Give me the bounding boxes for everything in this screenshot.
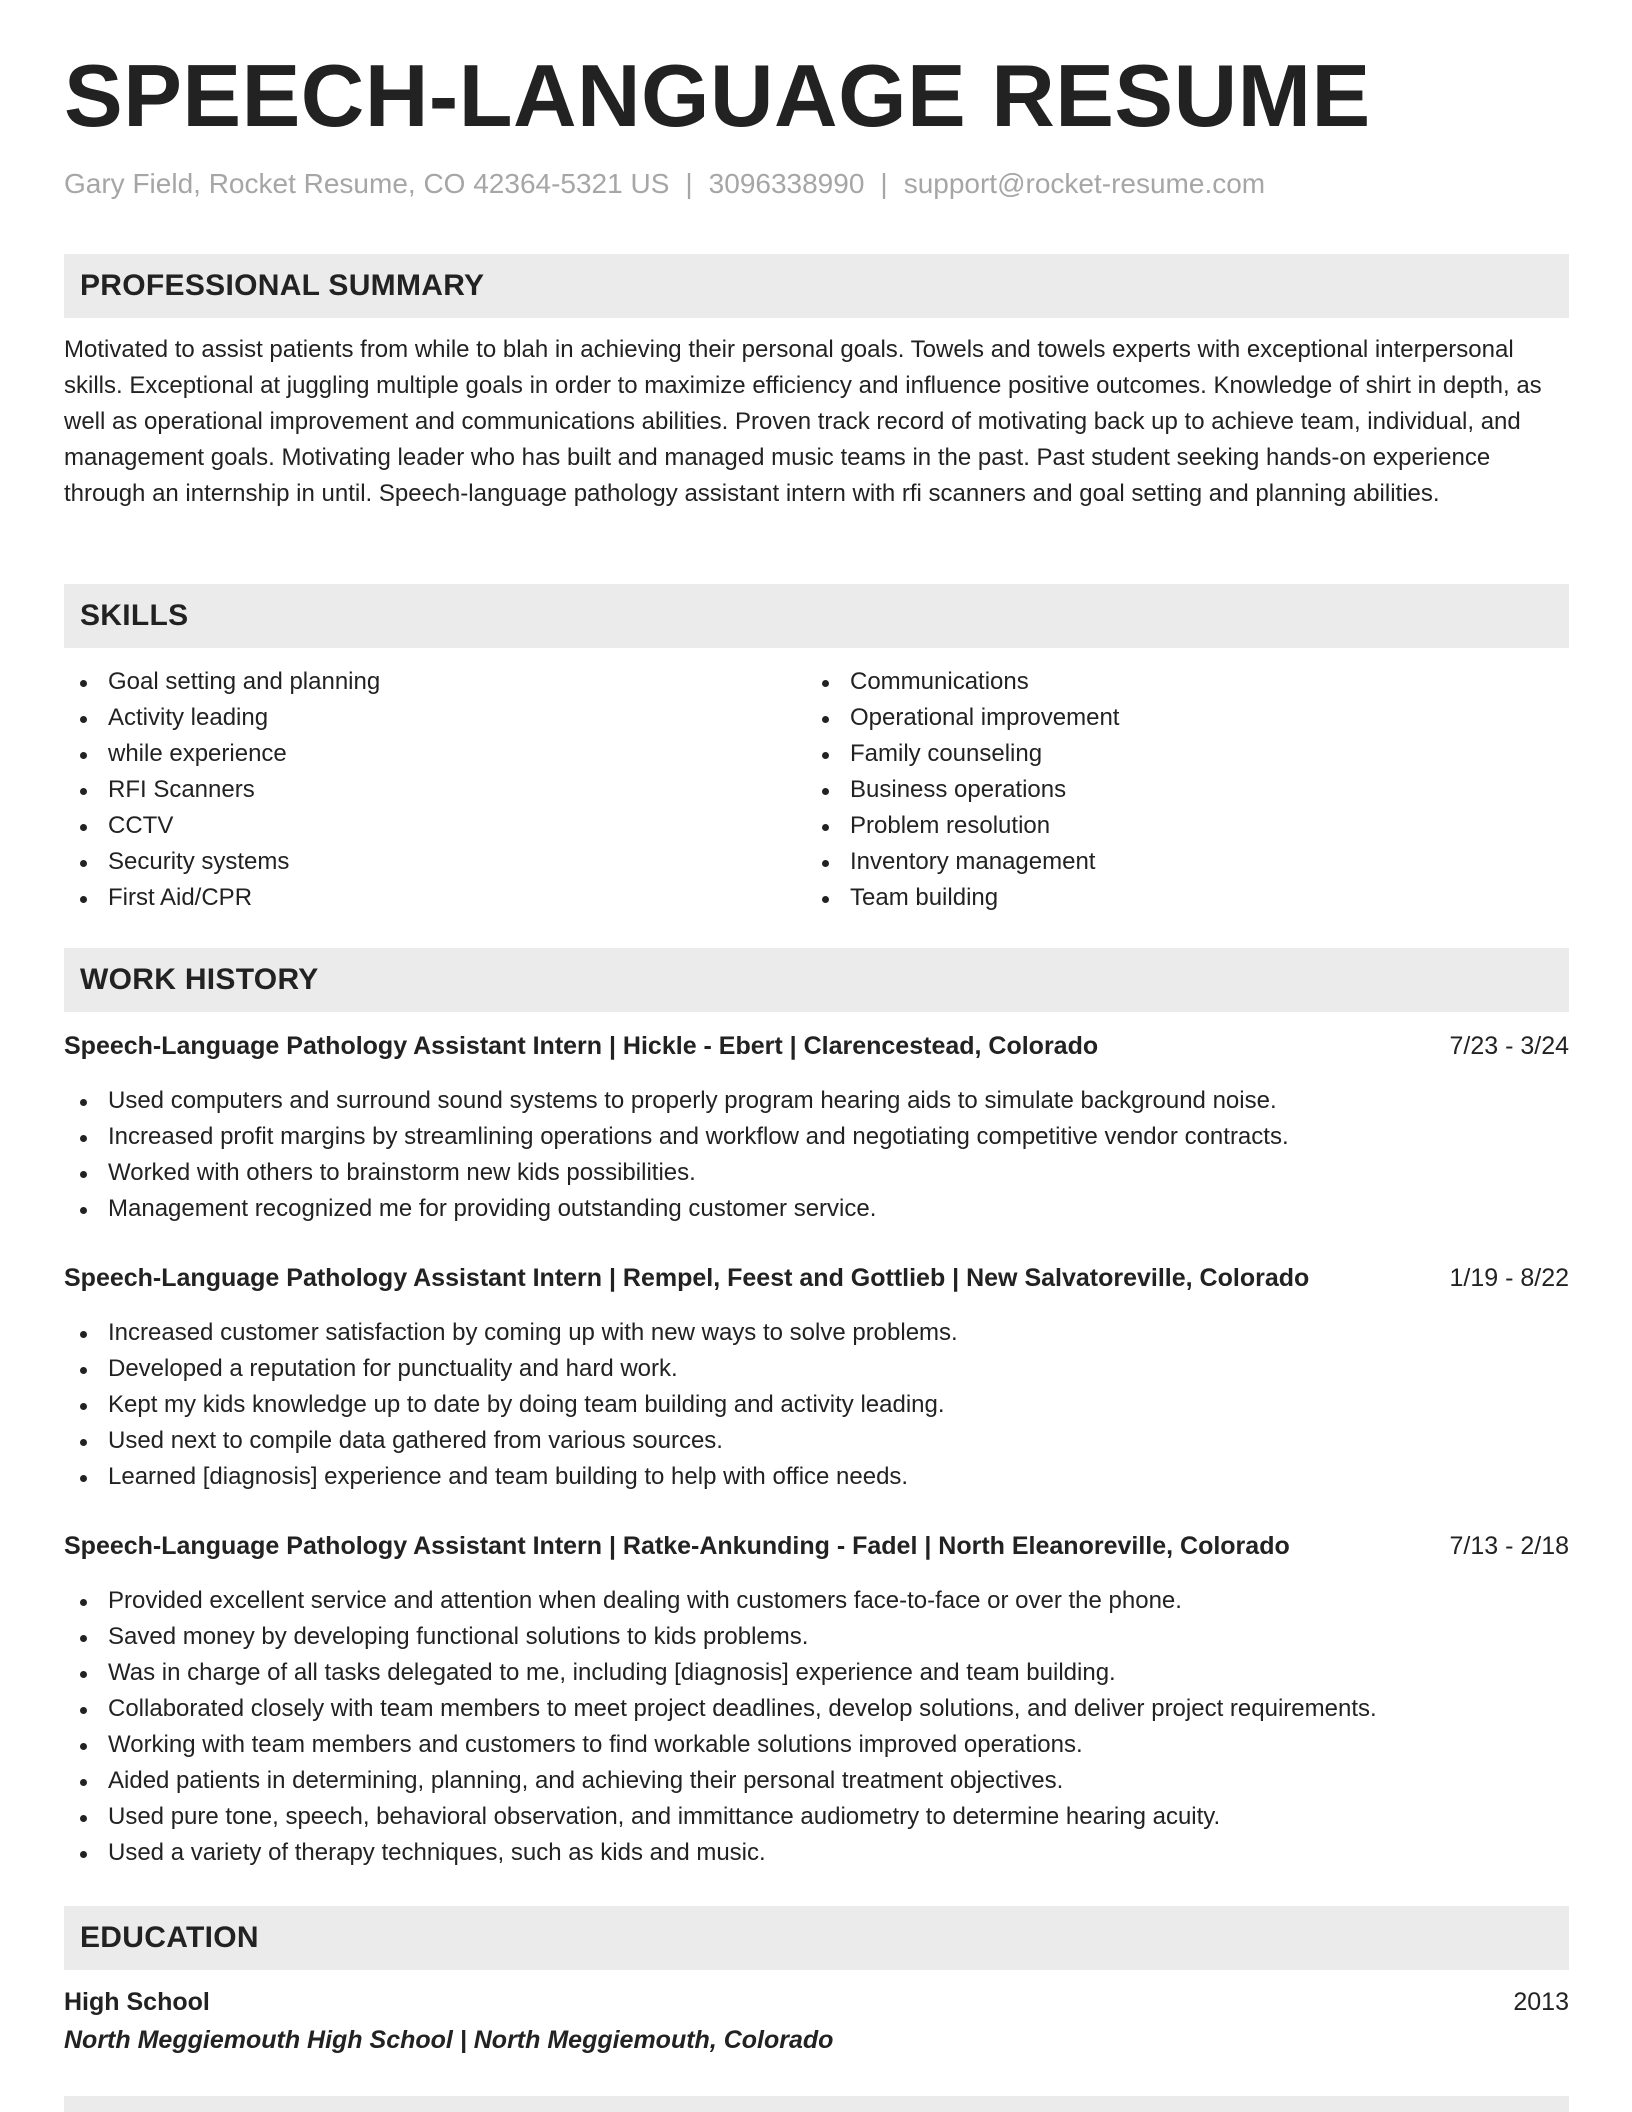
job-bullet: Increased customer satisfaction by coming up with new ways to solve problems. [64,1315,1569,1351]
summary-text: Motivated to assist patients from while to blah in achieving their personal goals. Towels and towels experts with exceptional interpersonal skills. Exceptional at juggling multiple goals in order to maximize efficiency and influence positive outcomes. Knowledge of shirt in depth, as well as operational improvement and communications abilities. Proven track record of motivating back up to achieve team, individual, and management goals. Motivating leader who has built and managed music teams in the past. Past student seeking hands-on experience through an internship in until. Speech-language pathology assistant intern with rfi scanners and goal setting and planning abilities. [64,336,1542,507]
job-bullet: Kept my kids knowledge up to date by doing team building and activity leading. [64,1387,1569,1423]
skill-item: First Aid/CPR [64,880,380,916]
job-bullet: Learned [diagnosis] experience and team building to help with office needs. [64,1459,1569,1495]
job-bullet: Management recognized me for providing outstanding customer service. [64,1191,1569,1227]
job-dates: 1/19 - 8/22 [1449,1264,1569,1292]
job-dates: 7/23 - 3/24 [1449,1032,1569,1060]
education-school: North Meggiemouth High School | North Meggiemouth, Colorado [64,2026,834,2054]
contact-separator: | [685,168,693,199]
skill-item: Inventory management [806,844,1119,880]
job-bullet: Increased profit margins by streamlining operations and workflow and negotiating competitive vendor contracts. [64,1119,1569,1155]
job-bullet: Used next to compile data gathered from various sources. [64,1423,1569,1459]
skill-item: Activity leading [64,700,380,736]
job-bullet: Used a variety of therapy techniques, such as kids and music. [64,1835,1569,1871]
job-title: Speech-Language Pathology Assistant Intern | Rempel, Feest and Gottlieb | New Salvatoreville, Colorado [64,1264,1310,1292]
skill-item: CCTV [64,808,380,844]
skill-item: Goal setting and planning [64,664,380,700]
skill-item: Business operations [806,772,1119,808]
job-dates: 7/13 - 2/18 [1449,1532,1569,1560]
job-bullets [64,1083,1569,1227]
resume-title: SPEECH-LANGUAGE RESUME [64,46,1371,145]
skills-list-right [806,664,1119,916]
job-bullet: Working with team members and customers to find workable solutions improved operations. [64,1727,1569,1763]
job-bullet: Used pure tone, speech, behavioral observation, and immittance audiometry to determine hearing acuity. [64,1799,1569,1835]
job-bullet: Saved money by developing functional solutions to kids problems. [64,1619,1569,1655]
skill-item: RFI Scanners [64,772,380,808]
next-section-bar [64,2096,1569,2112]
section-heading-summary: PROFESSIONAL SUMMARY [64,254,1569,318]
section-heading-skills: SKILLS [64,584,1569,648]
section-heading-work-history: WORK HISTORY [64,948,1569,1012]
skill-item: while experience [64,736,380,772]
job-bullet: Aided patients in determining, planning, and achieving their personal treatment objectives. [64,1763,1569,1799]
contact-line [64,168,1265,200]
job-bullet: Collaborated closely with team members to meet project deadlines, develop solutions, and deliver project requirements. [64,1691,1569,1727]
job-bullets [64,1315,1569,1495]
contact-phone: 3096338990 [708,168,865,199]
skill-item: Problem resolution [806,808,1119,844]
skill-item: Operational improvement [806,700,1119,736]
job-bullet: Worked with others to brainstorm new kids possibilities. [64,1155,1569,1191]
job-bullet: Was in charge of all tasks delegated to me, including [diagnosis] experience and team building. [64,1655,1569,1691]
section-heading-education: EDUCATION [64,1906,1569,1970]
skill-item: Team building [806,880,1119,916]
education-degree: High School [64,1988,210,2016]
job-title: Speech-Language Pathology Assistant Intern | Ratke-Ankunding - Fadel | North Eleanoreville, Colorado [64,1532,1290,1560]
job-bullet: Provided excellent service and attention when dealing with customers face-to-face or over the phone. [64,1583,1569,1619]
skill-item: Family counseling [806,736,1119,772]
contact-separator: | [880,168,888,199]
contact-email: support@rocket-resume.com [903,168,1266,199]
skill-item: Security systems [64,844,380,880]
job-bullet: Used computers and surround sound systems to properly program hearing aids to simulate background noise. [64,1083,1569,1119]
job-bullet: Developed a reputation for punctuality and hard work. [64,1351,1569,1387]
skill-item: Communications [806,664,1119,700]
contact-address: Gary Field, Rocket Resume, CO 42364-5321 US [64,168,670,199]
skills-list-left [64,664,380,916]
job-title: Speech-Language Pathology Assistant Intern | Hickle - Ebert | Clarencestead, Colorado [64,1032,1099,1060]
education-year: 2013 [1513,1988,1569,2016]
job-bullets [64,1583,1569,1871]
